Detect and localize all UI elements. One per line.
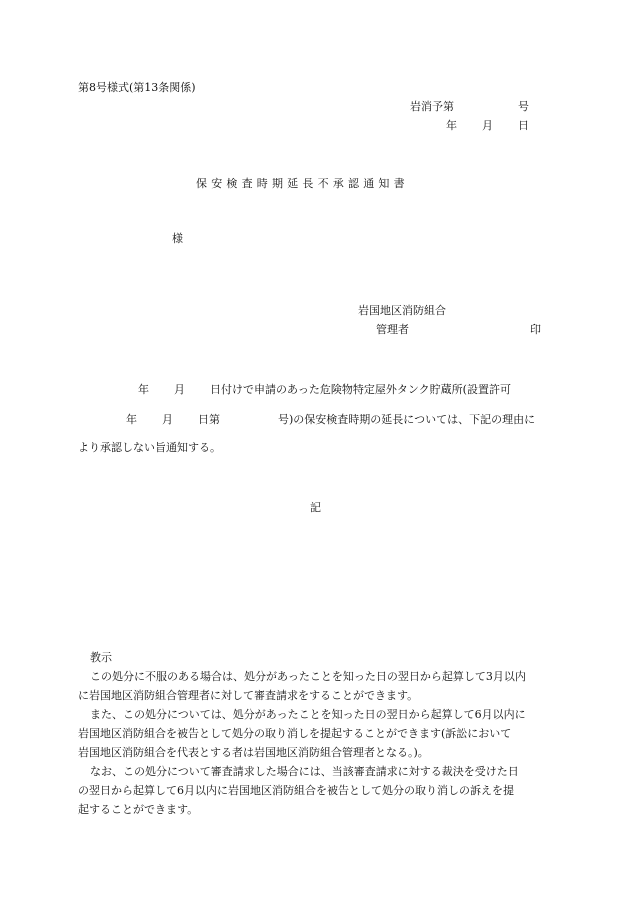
notice-line: 岩国地区消防組合を代表とする者は岩国地区消防組合管理者となる。)。: [78, 746, 429, 759]
notice-line: に岩国地区消防組合管理者に対して審査請求をすることができます。: [78, 689, 419, 702]
page-title: 保安検査時期延長不承認通知書: [196, 177, 409, 190]
body-line1-month: 月: [174, 383, 185, 396]
reference-suffix: 号: [518, 100, 529, 113]
body-line1-text: 日付けで申請のあった危険物特定屋外タンク貯蔵所(設置許可: [210, 383, 511, 396]
body-line2-text: 号)の保安検査時期の延長については、下記の理由に: [278, 413, 536, 426]
sender-seal: 印: [530, 323, 541, 336]
notice-line: また、この処分については、処分があったことを知った日の翌日から起算して6月以内に: [90, 708, 526, 721]
date-year: 年: [446, 119, 457, 132]
sender-role: 管理者: [376, 323, 409, 336]
reference-prefix: 岩消予第: [410, 100, 454, 113]
body-line2-day-no: 日第: [198, 413, 220, 426]
body-line2-year: 年: [126, 413, 137, 426]
body-line2-month: 月: [162, 413, 173, 426]
sender-organization: 岩国地区消防組合: [358, 304, 446, 317]
notice-line: 起することができます。: [78, 803, 199, 816]
notice-heading: 教示: [90, 651, 112, 664]
body-line1-year: 年: [138, 383, 149, 396]
notice-line: この処分に不服のある場合は、処分があったことを知った日の翌日から起算して3月以内: [90, 670, 526, 683]
form-number: 第8号様式(第13条関係): [78, 81, 196, 94]
date-day: 日: [518, 119, 529, 132]
date-month: 月: [482, 119, 493, 132]
notice-line: の翌日から起算して6月以内に岩国地区消防組合を被告として処分の取り消しの訴えを提: [78, 784, 514, 797]
record-heading: 記: [310, 501, 321, 514]
notice-line: 岩国地区消防組合を被告として処分の取り消しを提起することができます(訴訟において: [78, 727, 512, 740]
addressee-suffix: 様: [172, 232, 183, 245]
body-line3-text: より承認しない旨通知する。: [78, 441, 221, 454]
notice-line: なお、この処分について審査請求した場合には、当該審査請求に対する裁決を受けた日: [90, 765, 519, 778]
